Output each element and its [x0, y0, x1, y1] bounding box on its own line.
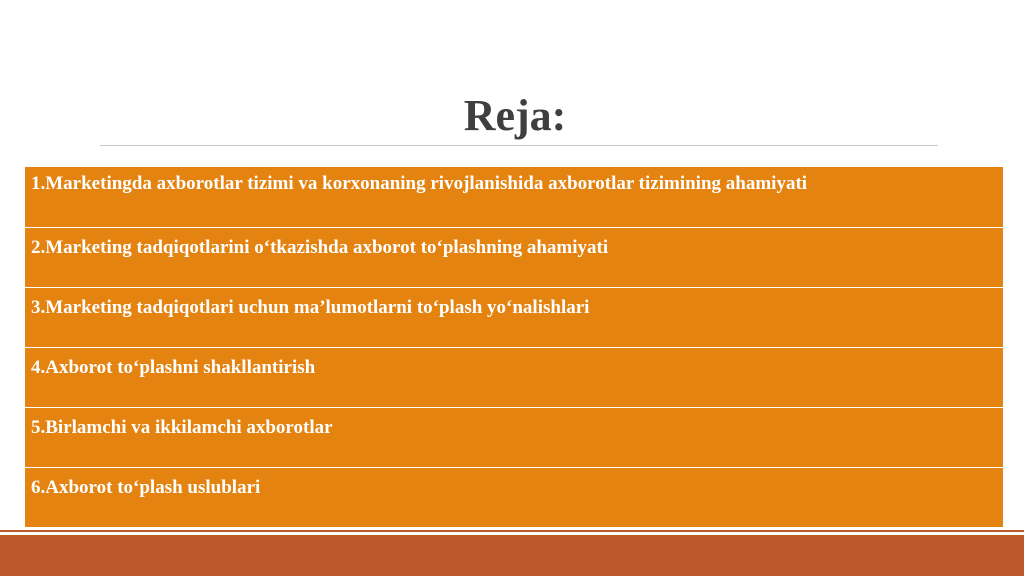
plan-item-1: 1.Marketingda axborotlar tizimi va korxonaning rivojlanishida axborotlar tizimining ahamiyati	[25, 167, 1004, 228]
table-row	[25, 228, 1004, 288]
plan-item-3: 3.Marketing tadqiqotlari uchun ma’lumotlarni to‘plash yo‘nalishlari	[25, 288, 1004, 348]
table-row	[25, 288, 1004, 348]
plan-item-6: 6.Axborot to‘plash uslublari	[25, 468, 1004, 528]
footer-band	[0, 535, 1024, 576]
plan-table	[24, 166, 1004, 528]
footer-accent-line	[0, 530, 1024, 532]
table-row	[25, 348, 1004, 408]
table-row	[25, 468, 1004, 528]
slide-title: Reja:	[463, 91, 567, 140]
title-divider	[100, 145, 938, 146]
plan-item-4: 4.Axborot to‘plashni shakllantirish	[25, 348, 1004, 408]
plan-item-5: 5.Birlamchi va ikkilamchi axborotlar	[25, 408, 1004, 468]
table-row	[25, 167, 1004, 228]
table-row	[25, 408, 1004, 468]
plan-item-2: 2.Marketing tadqiqotlarini o‘tkazishda axborot to‘plashning ahamiyati	[25, 228, 1004, 288]
